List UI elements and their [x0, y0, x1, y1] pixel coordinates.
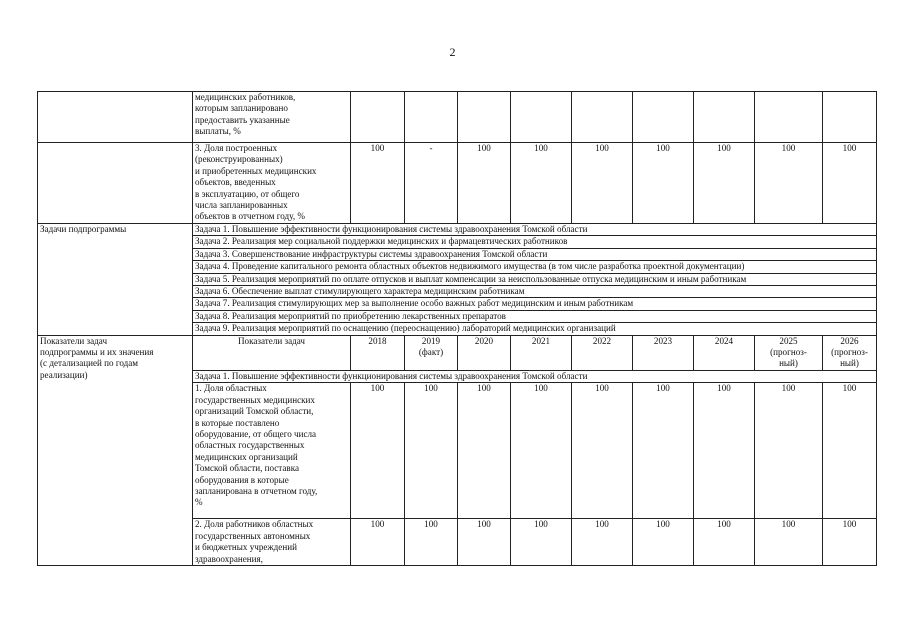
value-cell: 100: [351, 519, 405, 566]
header-indicators: Показатели задач: [193, 335, 351, 370]
task-item: Задача 3. Совершенствование инфраструктуры системы здравоохранения Томской области: [193, 248, 877, 260]
task-item: Задача 9. Реализация мероприятий по оснащению (переоснащению) лабораторий медицинских организаций: [193, 323, 877, 335]
value-cell: 100: [572, 519, 633, 566]
header-year: 2021: [511, 335, 572, 370]
value-cell: 100: [405, 383, 458, 519]
task-item: Задача 7. Реализация стимулирующих мер за выполнение особо важных работ медицинским и иным работникам: [193, 298, 877, 310]
value-cell: 100: [572, 143, 633, 224]
header-row: [38, 335, 877, 370]
task-item: Задача 6. Обеспечение выплат стимулирующего характера медицинским работникам: [193, 286, 877, 298]
value-cell: 100: [694, 519, 755, 566]
value-cell: 100: [694, 143, 755, 224]
header-year: 2019 (факт): [405, 335, 458, 370]
header-year: 2025 (прогноз- ный): [755, 335, 823, 370]
table-row: [38, 92, 877, 143]
value-cell: 100: [755, 519, 823, 566]
value-cell: 100: [694, 383, 755, 519]
value-cell: 100: [572, 383, 633, 519]
value-cell: 100: [351, 383, 405, 519]
task-item: Задача 4. Проведение капитального ремонта областных объектов недвижимого имущества (в том числе разработка проектной документации): [193, 261, 877, 273]
left-label-cell: [38, 143, 193, 224]
header-year: 2018: [351, 335, 405, 370]
task-row: [38, 224, 877, 236]
value-cell: 100: [405, 519, 458, 566]
table-row: [38, 143, 877, 224]
task-item: Задача 8. Реализация мероприятий по приобретению лекарственных препаратов: [193, 310, 877, 322]
indicators-label: Показатели задач подпрограммы и их значения (с детализацией по годам реализации): [38, 335, 193, 566]
task-item: Задача 5. Реализация мероприятий по оплате отпусков и выплат компенсации за неиспользованные отпуска медицинским и иным работникам: [193, 273, 877, 285]
tasks-label: Задачи подпрограммы: [38, 224, 193, 336]
value-cell: 100: [755, 383, 823, 519]
indicator-cell: 1. Доля областных государственных медицинских организаций Томской области, в которые поставлено оборудование, от общего числа областных государственных медицинских организаций Томской области, поставка оборудования в которые запланирована в отчетном году, %: [193, 383, 351, 519]
value-cell: 100: [633, 383, 694, 519]
header-year: 2023: [633, 335, 694, 370]
task-item: Задача 2. Реализация мер социальной поддержки медицинских и фармацевтических работников: [193, 236, 877, 248]
header-year: 2020: [458, 335, 511, 370]
value-cell: 100: [755, 143, 823, 224]
value-cell: 100: [633, 143, 694, 224]
value-cell: 100: [511, 383, 572, 519]
header-year: 2026 (прогноз- ный): [823, 335, 877, 370]
value-cell: 100: [458, 143, 511, 224]
value-cell: 100: [511, 143, 572, 224]
header-year: 2024: [694, 335, 755, 370]
value-cell: -: [405, 143, 458, 224]
value-cell: 100: [633, 519, 694, 566]
value-cell: 100: [351, 143, 405, 224]
left-label-cell: [38, 92, 193, 143]
value-cell: 100: [511, 519, 572, 566]
task-item: Задача 1. Повышение эффективности функционирования системы здравоохранения Томской области: [193, 224, 877, 236]
indicator-cell: 3. Доля построенных (реконструированных) и приобретенных медицинских объектов, введенных в эксплуатацию, от общего числа запланированных объектов в отчетном году, %: [193, 143, 351, 224]
value-cell: 100: [823, 519, 877, 566]
page-number: 2: [449, 45, 456, 59]
value-cell: 100: [458, 383, 511, 519]
value-cell: 100: [823, 143, 877, 224]
header-year: 2022: [572, 335, 633, 370]
value-cell: 100: [823, 383, 877, 519]
subprogram-table: [37, 91, 877, 566]
indicator-cell: 2. Доля работников областных государственных автономных и бюджетных учреждений здравоохранения,: [193, 519, 351, 566]
value-cell: 100: [458, 519, 511, 566]
indicator-cell: медицинских работников, которым запланировано предоставить указанные выплаты, %: [193, 92, 351, 143]
task1-header: Задача 1. Повышение эффективности функционирования системы здравоохранения Томской области: [193, 370, 877, 382]
